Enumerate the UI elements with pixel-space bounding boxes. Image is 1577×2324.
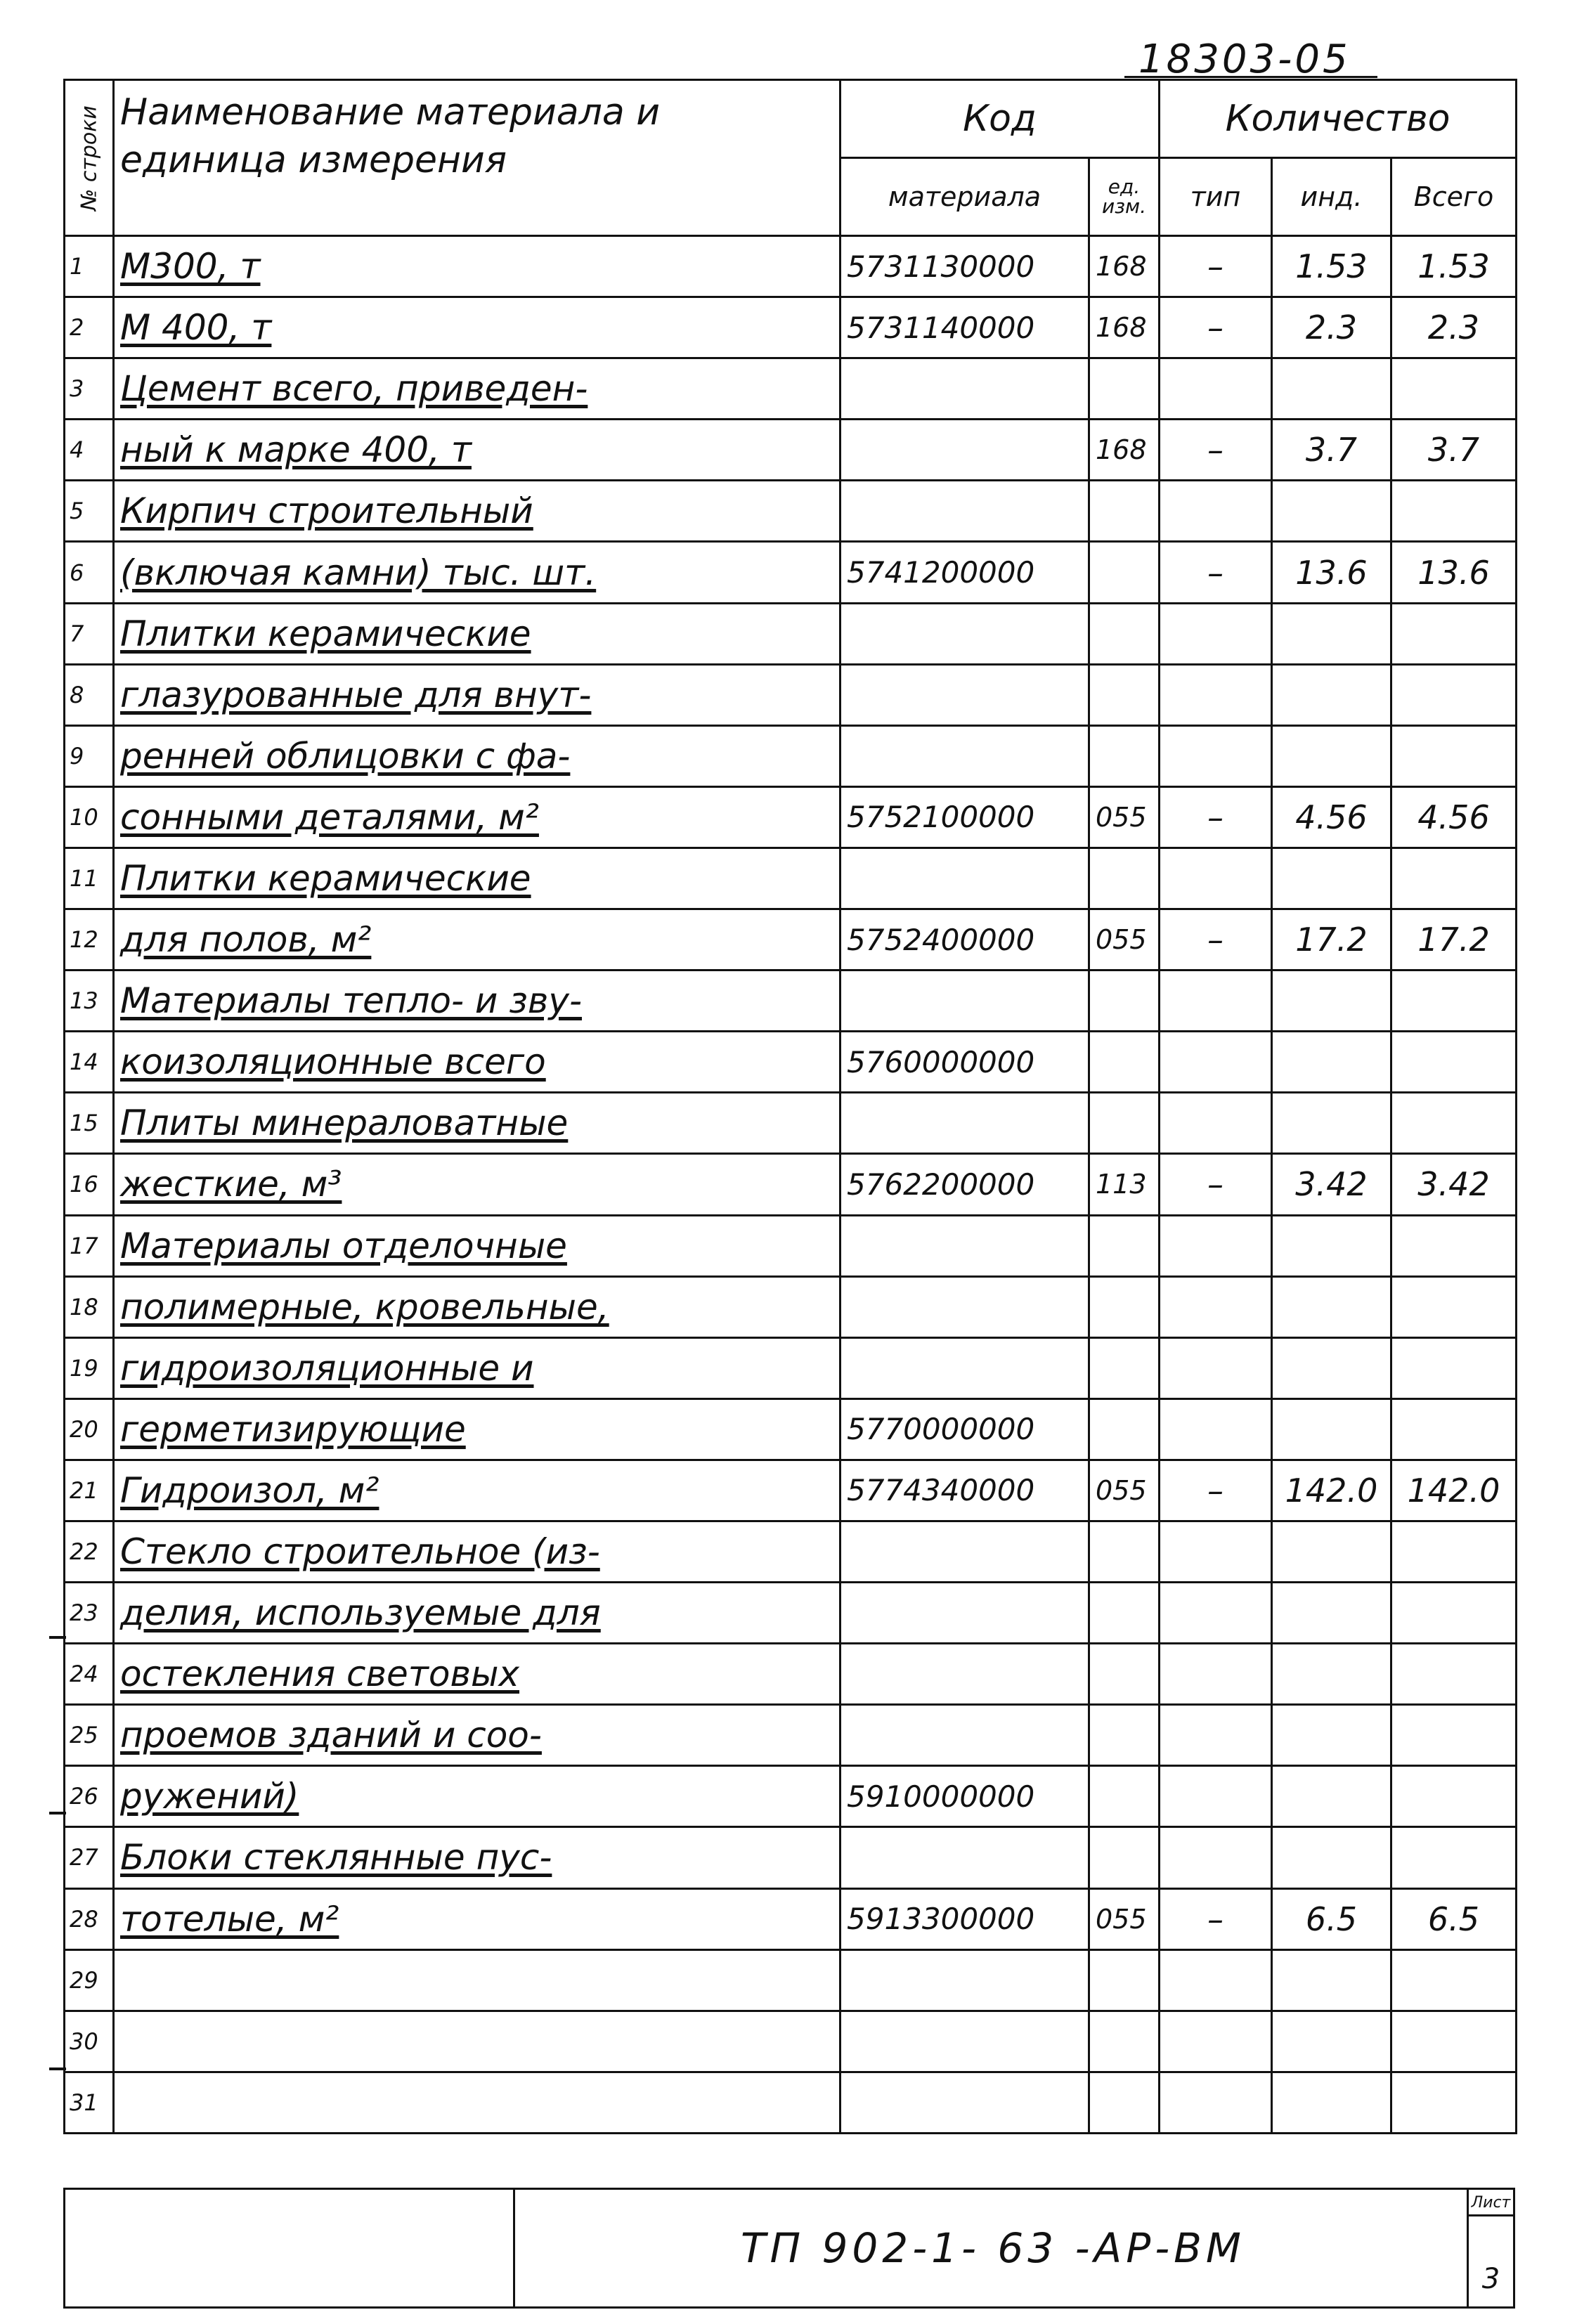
table-row — [65, 1215, 1517, 1276]
qty-total-cell — [1391, 1337, 1517, 1398]
qty-ind-cell — [1272, 1827, 1391, 1888]
qty-ind-cell — [1272, 1949, 1391, 2011]
row-number-cell: 9 — [65, 725, 114, 786]
qty-type-cell — [1160, 848, 1272, 909]
material-code-cell: 5760000000 — [841, 1032, 1089, 1093]
unit-code-cell — [1089, 848, 1160, 909]
row-number-cell: 15 — [65, 1093, 114, 1154]
row-number-header: № строки — [65, 80, 114, 236]
sheet-number: 3 — [1481, 2263, 1500, 2295]
material-code-cell — [841, 1644, 1089, 1705]
unit-code-cell — [1089, 1644, 1160, 1705]
qty-type-cell — [1160, 1032, 1272, 1093]
qty-ind-cell — [1272, 358, 1391, 420]
document-number: 18303-05 — [1138, 37, 1351, 82]
material-code-cell — [841, 664, 1089, 725]
qty-type-header: тип — [1160, 158, 1272, 236]
row-number-cell: 12 — [65, 909, 114, 971]
table-row — [65, 1032, 1517, 1093]
material-name-cell: ный к марке 400, т — [114, 420, 841, 481]
table-row — [65, 786, 1517, 848]
unit-code-cell — [1089, 971, 1160, 1032]
qty-ind-cell — [1272, 664, 1391, 725]
qty-total-cell — [1391, 2072, 1517, 2133]
qty-ind-cell: 3.7 — [1272, 420, 1391, 481]
qty-total-cell: 142.0 — [1391, 1460, 1517, 1521]
unit-code-header: ед. изм. — [1089, 158, 1160, 236]
row-number-cell: 25 — [65, 1705, 114, 1766]
row-number-cell: 14 — [65, 1032, 114, 1093]
material-code-cell: 5752400000 — [841, 909, 1089, 971]
row-number-cell: 19 — [65, 1337, 114, 1398]
qty-type-cell: – — [1160, 236, 1272, 297]
table-row — [65, 1949, 1517, 2011]
unit-code-cell: 055 — [1089, 786, 1160, 848]
qty-total-cell — [1391, 1705, 1517, 1766]
material-code-cell — [841, 603, 1089, 664]
row-number-cell: 4 — [65, 420, 114, 481]
row-number-cell: 10 — [65, 786, 114, 848]
row-number-cell: 8 — [65, 664, 114, 725]
row-number-cell: 27 — [65, 1827, 114, 1888]
qty-type-cell: – — [1160, 297, 1272, 358]
qty-total-cell — [1391, 848, 1517, 909]
qty-ind-cell: 4.56 — [1272, 786, 1391, 848]
qty-total-cell — [1391, 1032, 1517, 1093]
qty-ind-cell: 13.6 — [1272, 542, 1391, 603]
qty-type-cell — [1160, 1521, 1272, 1582]
material-name-cell — [114, 2011, 841, 2072]
row-number-cell: 5 — [65, 481, 114, 542]
table-row — [65, 1398, 1517, 1460]
unit-code-cell — [1089, 1521, 1160, 1582]
qty-type-cell — [1160, 603, 1272, 664]
qty-total-cell — [1391, 1583, 1517, 1644]
material-name-cell: Гидроизол, м² — [114, 1460, 841, 1521]
qty-ind-cell — [1272, 481, 1391, 542]
row-number-cell: 17 — [65, 1215, 114, 1276]
material-code-cell — [841, 848, 1089, 909]
material-name-cell: глазурованные для внут- — [114, 664, 841, 725]
qty-ind-cell — [1272, 2072, 1391, 2133]
unit-code-cell — [1089, 1276, 1160, 1337]
unit-code-cell — [1089, 1827, 1160, 1888]
qty-total-cell — [1391, 664, 1517, 725]
qty-total-cell: 13.6 — [1391, 542, 1517, 603]
row-number-cell: 1 — [65, 236, 114, 297]
qty-type-cell — [1160, 1827, 1272, 1888]
row-number-cell: 13 — [65, 971, 114, 1032]
material-code-cell — [841, 1827, 1089, 1888]
table-row — [65, 1827, 1517, 1888]
material-name-cell: полимерные, кровельные, — [114, 1276, 841, 1337]
qty-total-cell — [1391, 725, 1517, 786]
unit-code-cell — [1089, 725, 1160, 786]
qty-total-cell — [1391, 1398, 1517, 1460]
qty-total-cell — [1391, 1521, 1517, 1582]
qty-total-cell: 17.2 — [1391, 909, 1517, 971]
table-row — [65, 358, 1517, 420]
qty-type-cell — [1160, 358, 1272, 420]
qty-ind-cell — [1272, 603, 1391, 664]
qty-type-cell: – — [1160, 1460, 1272, 1521]
qty-type-cell — [1160, 1276, 1272, 1337]
qty-type-cell: – — [1160, 1154, 1272, 1215]
qty-type-cell — [1160, 1398, 1272, 1460]
qty-type-cell: – — [1160, 909, 1272, 971]
material-code-cell — [841, 1583, 1089, 1644]
material-name-cell: жесткие, м³ — [114, 1154, 841, 1215]
qty-total-cell — [1391, 481, 1517, 542]
unit-code-cell: 168 — [1089, 236, 1160, 297]
qty-type-cell — [1160, 1644, 1272, 1705]
unit-code-cell — [1089, 1766, 1160, 1827]
qty-ind-cell — [1272, 1215, 1391, 1276]
material-name-cell: Плитки керамические — [114, 848, 841, 909]
qty-ind-cell: 17.2 — [1272, 909, 1391, 971]
material-name-cell: тотелые, м² — [114, 1888, 841, 1949]
material-code-cell — [841, 1215, 1089, 1276]
qty-type-cell — [1160, 481, 1272, 542]
qty-ind-cell — [1272, 971, 1391, 1032]
qty-type-cell — [1160, 1337, 1272, 1398]
unit-code-cell — [1089, 1337, 1160, 1398]
qty-ind-cell: 6.5 — [1272, 1888, 1391, 1949]
row-number-cell: 3 — [65, 358, 114, 420]
table-row — [65, 971, 1517, 1032]
qty-total-cell: 6.5 — [1391, 1888, 1517, 1949]
material-name-cell: проемов зданий и соо- — [114, 1705, 841, 1766]
row-number-cell: 7 — [65, 603, 114, 664]
sheet-label: Лист — [1469, 2194, 1513, 2216]
row-number-cell: 29 — [65, 1949, 114, 2011]
unit-code-cell — [1089, 1949, 1160, 2011]
qty-total-cell: 2.3 — [1391, 297, 1517, 358]
table-row — [65, 1644, 1517, 1705]
table-row — [65, 1705, 1517, 1766]
row-number-cell: 22 — [65, 1521, 114, 1582]
row-number-cell: 18 — [65, 1276, 114, 1337]
margin-tick — [49, 1636, 66, 1639]
material-code-cell — [841, 1276, 1089, 1337]
table-row — [65, 1154, 1517, 1215]
qty-ind-cell — [1272, 1521, 1391, 1582]
qty-ind-cell — [1272, 2011, 1391, 2072]
row-number-cell: 24 — [65, 1644, 114, 1705]
material-name-cell — [114, 1949, 841, 2011]
material-name-cell: М300, т — [114, 236, 841, 297]
row-number-cell: 11 — [65, 848, 114, 909]
material-name-cell: герметизирующие — [114, 1398, 841, 1460]
table-row — [65, 1521, 1517, 1582]
table-row — [65, 664, 1517, 725]
material-name-cell: Плиты минераловатные — [114, 1093, 841, 1154]
qty-type-cell — [1160, 1215, 1272, 1276]
qty-type-cell: – — [1160, 786, 1272, 848]
table-row — [65, 1276, 1517, 1337]
row-number-cell: 30 — [65, 2011, 114, 2072]
material-name-header: Наименование материала и единица измерения — [114, 80, 841, 236]
qty-ind-cell: 142.0 — [1272, 1460, 1391, 1521]
drawing-designation: ТП 902-1- 63 -АР-ВМ — [741, 2224, 1245, 2272]
unit-code-cell — [1089, 1093, 1160, 1154]
material-name-cell: для полов, м² — [114, 909, 841, 971]
material-code-cell: 5741200000 — [841, 542, 1089, 603]
qty-total-cell — [1391, 2011, 1517, 2072]
qty-type-cell — [1160, 1766, 1272, 1827]
qty-type-cell — [1160, 1093, 1272, 1154]
row-number-cell: 20 — [65, 1398, 114, 1460]
unit-code-cell — [1089, 1215, 1160, 1276]
document-number-underline — [1124, 76, 1377, 78]
material-name-cell: ружений) — [114, 1766, 841, 1827]
material-name-cell: Плитки керамические — [114, 603, 841, 664]
title-block-empty-cell — [65, 2190, 515, 2306]
qty-ind-cell: 3.42 — [1272, 1154, 1391, 1215]
qty-total-header: Всего — [1391, 158, 1517, 236]
row-number-cell: 16 — [65, 1154, 114, 1215]
row-number-cell: 23 — [65, 1583, 114, 1644]
qty-ind-cell — [1272, 1766, 1391, 1827]
qty-ind-cell — [1272, 1583, 1391, 1644]
material-code-cell: 5770000000 — [841, 1398, 1089, 1460]
qty-ind-cell — [1272, 1032, 1391, 1093]
material-name-cell: делия, используемые для — [114, 1583, 841, 1644]
row-number-cell: 26 — [65, 1766, 114, 1827]
qty-total-cell — [1391, 1644, 1517, 1705]
material-name-cell: М 400, т — [114, 297, 841, 358]
material-code-cell — [841, 1705, 1089, 1766]
material-code-cell — [841, 2072, 1089, 2133]
material-code-header: материала — [841, 158, 1089, 236]
material-name-cell: гидроизоляционные и — [114, 1337, 841, 1398]
qty-type-cell — [1160, 664, 1272, 725]
qty-total-cell — [1391, 603, 1517, 664]
qty-type-cell — [1160, 1583, 1272, 1644]
table-row — [65, 1460, 1517, 1521]
sheet-cell — [1467, 2190, 1513, 2306]
qty-total-cell — [1391, 1949, 1517, 2011]
material-code-cell: 5762200000 — [841, 1154, 1089, 1215]
qty-total-cell — [1391, 1276, 1517, 1337]
unit-code-cell: 113 — [1089, 1154, 1160, 1215]
table-row — [65, 236, 1517, 297]
material-name-cell: (включая камни) тыс. шт. — [114, 542, 841, 603]
material-code-cell: 5774340000 — [841, 1460, 1089, 1521]
material-name-cell: сонными деталями, м² — [114, 786, 841, 848]
qty-ind-header: инд. — [1272, 158, 1391, 236]
material-code-cell — [841, 1337, 1089, 1398]
row-number-cell: 2 — [65, 297, 114, 358]
unit-code-cell — [1089, 1583, 1160, 1644]
qty-total-cell — [1391, 1093, 1517, 1154]
qty-total-cell — [1391, 971, 1517, 1032]
material-code-cell — [841, 971, 1089, 1032]
table-row — [65, 1093, 1517, 1154]
unit-code-cell: 055 — [1089, 909, 1160, 971]
material-code-cell: 5910000000 — [841, 1766, 1089, 1827]
qty-type-cell — [1160, 971, 1272, 1032]
material-name-cell: Кирпич строительный — [114, 481, 841, 542]
table-row — [65, 1337, 1517, 1398]
unit-code-cell — [1089, 358, 1160, 420]
material-name-cell: коизоляционные всего — [114, 1032, 841, 1093]
unit-code-cell: 055 — [1089, 1460, 1160, 1521]
material-code-cell — [841, 481, 1089, 542]
material-code-cell — [841, 725, 1089, 786]
material-name-cell: Блоки стеклянные пус- — [114, 1827, 841, 1888]
qty-ind-cell: 1.53 — [1272, 236, 1391, 297]
table-row — [65, 909, 1517, 971]
material-code-cell — [841, 2011, 1089, 2072]
qty-type-cell: – — [1160, 542, 1272, 603]
row-number-cell: 6 — [65, 542, 114, 603]
material-code-cell: 5731140000 — [841, 297, 1089, 358]
qty-total-cell — [1391, 358, 1517, 420]
qty-ind-cell — [1272, 1337, 1391, 1398]
table-row — [65, 1888, 1517, 1949]
material-name-cell: Материалы отделочные — [114, 1215, 841, 1276]
qty-total-cell — [1391, 1827, 1517, 1888]
table-row — [65, 2072, 1517, 2133]
qty-total-cell: 1.53 — [1391, 236, 1517, 297]
table-row — [65, 1766, 1517, 1827]
unit-code-cell — [1089, 1032, 1160, 1093]
qty-ind-cell — [1272, 1398, 1391, 1460]
table-row — [65, 1583, 1517, 1644]
unit-code-cell — [1089, 1398, 1160, 1460]
qty-total-cell — [1391, 1766, 1517, 1827]
material-name-cell: Стекло строительное (из- — [114, 1521, 841, 1582]
unit-code-cell — [1089, 664, 1160, 725]
qty-ind-cell — [1272, 1644, 1391, 1705]
material-code-cell — [841, 358, 1089, 420]
material-code-cell: 5731130000 — [841, 236, 1089, 297]
table-row — [65, 542, 1517, 603]
qty-total-cell: 3.7 — [1391, 420, 1517, 481]
qty-total-cell — [1391, 1215, 1517, 1276]
margin-tick — [49, 1812, 66, 1815]
qty-type-cell: – — [1160, 1888, 1272, 1949]
material-code-cell — [841, 1521, 1089, 1582]
row-number-cell: 31 — [65, 2072, 114, 2133]
table-row — [65, 481, 1517, 542]
unit-code-cell — [1089, 542, 1160, 603]
material-code-cell — [841, 1093, 1089, 1154]
qty-ind-cell — [1272, 1705, 1391, 1766]
qty-type-cell — [1160, 1705, 1272, 1766]
table-row — [65, 2011, 1517, 2072]
material-name-cell: остекления световых — [114, 1644, 841, 1705]
unit-code-cell — [1089, 1705, 1160, 1766]
qty-type-cell: – — [1160, 420, 1272, 481]
qty-type-cell — [1160, 2072, 1272, 2133]
material-name-cell: Цемент всего, приведен- — [114, 358, 841, 420]
table-row — [65, 725, 1517, 786]
title-block — [63, 2188, 1515, 2309]
material-name-cell: Материалы тепло- и зву- — [114, 971, 841, 1032]
unit-code-cell — [1089, 2072, 1160, 2133]
unit-code-cell — [1089, 2011, 1160, 2072]
table-row — [65, 848, 1517, 909]
qty-type-cell — [1160, 725, 1272, 786]
qty-ind-cell — [1272, 725, 1391, 786]
table-header-row-1 — [65, 80, 1517, 158]
table-row — [65, 603, 1517, 664]
qty-type-cell — [1160, 1949, 1272, 2011]
margin-tick — [49, 2067, 66, 2070]
qty-ind-cell: 2.3 — [1272, 297, 1391, 358]
material-name-cell: ренней облицовки с фа- — [114, 725, 841, 786]
material-code-cell: 5752100000 — [841, 786, 1089, 848]
row-number-cell: 28 — [65, 1888, 114, 1949]
unit-code-cell: 168 — [1089, 420, 1160, 481]
materials-table — [63, 79, 1517, 2134]
table-body — [65, 236, 1517, 2134]
material-code-cell — [841, 420, 1089, 481]
qty-type-cell — [1160, 2011, 1272, 2072]
unit-code-cell: 168 — [1089, 297, 1160, 358]
qty-ind-cell — [1272, 1276, 1391, 1337]
code-group-header: Код — [841, 80, 1160, 158]
table-row — [65, 297, 1517, 358]
unit-code-cell — [1089, 603, 1160, 664]
qty-total-cell: 4.56 — [1391, 786, 1517, 848]
material-code-cell — [841, 1949, 1089, 2011]
table-row — [65, 420, 1517, 481]
unit-code-cell — [1089, 481, 1160, 542]
qty-total-cell: 3.42 — [1391, 1154, 1517, 1215]
material-name-cell — [114, 2072, 841, 2133]
material-code-cell: 5913300000 — [841, 1888, 1089, 1949]
qty-ind-cell — [1272, 1093, 1391, 1154]
row-number-cell: 21 — [65, 1460, 114, 1521]
qty-ind-cell — [1272, 848, 1391, 909]
unit-code-cell: 055 — [1089, 1888, 1160, 1949]
quantity-group-header: Количество — [1160, 80, 1517, 158]
